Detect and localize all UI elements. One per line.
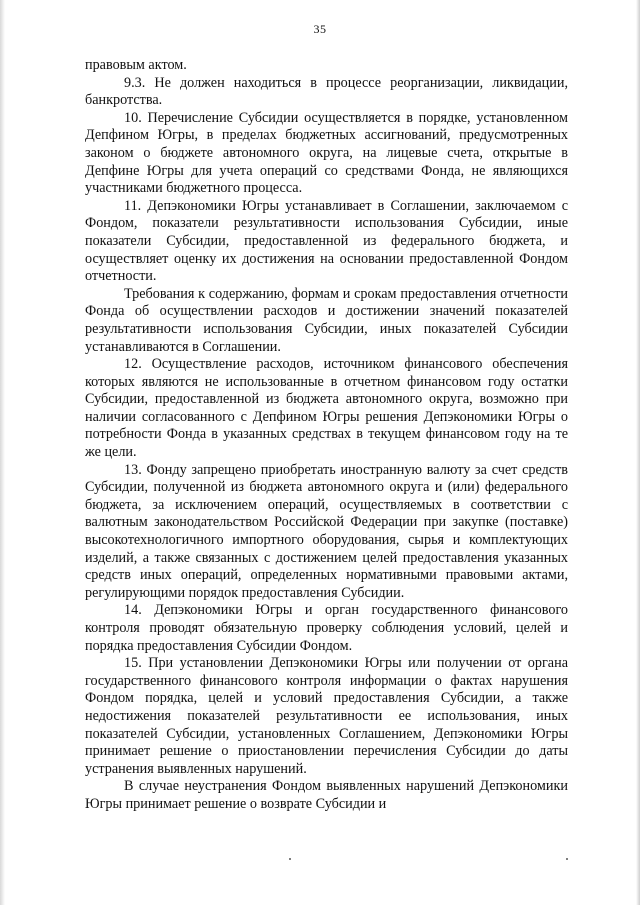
page-edge-shadow-left (0, 0, 5, 905)
document-body (85, 57, 568, 814)
paragraph: 9.3. Не должен находиться в процессе реорганизации, ликвидации, банкротства. (85, 74, 568, 109)
paragraph: правовым актом. (85, 57, 187, 73)
paragraph: 10. Перечисление Субсидии осуществляется в порядке, установленном Депфином Югры, в пределах бюджетных ассигнований, предусмотренных законом о бюджете автономного округа, на лицевые счета, открытые в Депфине Югры для учета операций со средствами Фонда, не являющихся участниками бюджетного процесса. (85, 109, 568, 197)
page-number: 35 (313, 22, 327, 36)
paragraph: 11. Депэкономики Югры устанавливает в Соглашении, заключаемом с Фондом, показатели результативности использования Субсидии, иные показатели Субсидии, предоставленной из федерального бюджета, и осуществляет оценку их достижения на основании предоставленной Фондом отчетности. (85, 197, 568, 285)
paragraph: 12. Осуществление расходов, источником финансового обеспечения которых являются не использованные в отчетном финансовом году остатки Субсидии, предоставленной из бюджета автономного округа, возможно при наличии согласованного с Депфином Югры решения Депэкономики Югры о потребности Фонда в указанных средствах в текущем финансовом году на те же цели. (85, 356, 568, 461)
paragraph: 14. Депэкономики Югры и орган государственного финансового контроля проводят обязательную проверку соблюдения условий, целей и порядка предоставления Субсидии Фондом. (85, 602, 568, 654)
paragraph: В случае неустранения Фондом выявленных нарушений Депэкономики Югры принимает решение о возврате Субсидии и (85, 778, 568, 812)
scan-speck (289, 858, 291, 860)
page-edge-shadow-right (636, 0, 640, 905)
paragraph: Требования к содержанию, формам и срокам предоставления отчетности Фонда об осуществлении расходов и достижении значений показателей результативности использования Субсидии, иных показателей Субсидии устанавливаются в Соглашении. (85, 285, 568, 355)
paragraph: 15. При установлении Депэкономики Югры или получении от органа государственного финансового контроля информации о фактах нарушения Фондом порядка, целей и условий предоставления Субсидии, а также недостижения показателей результативности ее использования, иных показателей Субсидии, установленных Соглашением, Депэкономики Югры принимает решение о приостановлении перечисления Субсидии до даты устранения выявленных нарушений. (85, 655, 568, 777)
paragraph: 13. Фонду запрещено приобретать иностранную валюту за счет средств Субсидии, полученной из бюджета автономного округа и (или) федерального бюджета, за исключением операций, осуществляемых в соответствии с валютным законодательством Российской Федерации при закупке (поставке) высокотехнологичного импортного оборудования, сырья и комплектующих изделий, а также связанных с достижением целей предоставления указанных средств иных операций, определенных нормативными правовыми актами, регулирующими порядок предоставления Субсидии. (85, 461, 568, 601)
scan-speck (566, 858, 568, 860)
